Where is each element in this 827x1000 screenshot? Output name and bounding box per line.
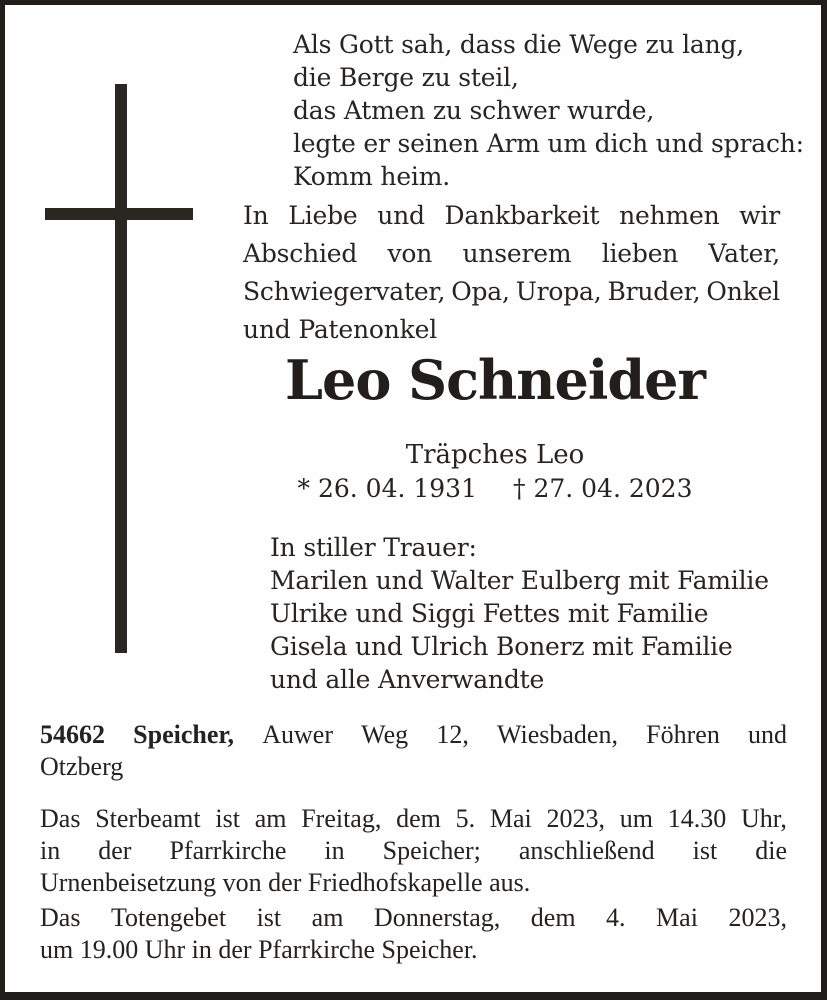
verse-line: Komm heim. — [293, 162, 450, 191]
birth-date: * 26. 04. 1931 — [297, 474, 477, 503]
mourner-line: Marilen und Walter Eulberg mit Familie — [270, 566, 769, 595]
mourner-line: und alle Anverwandte — [270, 665, 545, 694]
address-line: Otzberg — [40, 752, 124, 781]
verse-line: das Atmen zu schwer wurde, — [293, 96, 655, 125]
service-line: in der Pfarrkirche in Speicher; anschließend ist die — [40, 836, 787, 865]
cross-icon — [115, 84, 127, 653]
address-block — [40, 720, 787, 784]
service-line: Das Sterbeamt ist am Freitag, dem 5. Mai 2023, um 14.30 Uhr, — [40, 804, 787, 833]
verse-line: die Berge zu steil, — [293, 63, 519, 92]
service-line: Urnenbeisetzung von der Friedhofskapelle aus. — [40, 868, 531, 897]
verse-line: legte er seinen Arm um dich und sprach: — [293, 129, 804, 158]
intro-line: In Liebe und Dankbarkeit nehmen wir — [243, 201, 780, 230]
mourners-list — [270, 531, 769, 696]
address-line: 54662 Speicher, Auwer Weg 12, Wiesbaden, Föhren und — [40, 720, 787, 749]
intro-line: Schwiegervater, Opa, Uropa, Bruder, Onkel — [243, 277, 780, 306]
service-info — [40, 804, 787, 900]
life-dates — [235, 474, 755, 503]
verse-line: Als Gott sah, dass die Wege zu lang, — [293, 30, 745, 59]
cross-icon-bar — [45, 208, 193, 220]
intro-paragraph — [243, 201, 780, 353]
deceased-name-block — [235, 348, 755, 412]
deceased-name: Leo Schneider — [285, 348, 705, 412]
mourning-heading: In stiller Trauer: — [270, 533, 477, 562]
intro-line: Abschied von unserem lieben Vater, — [243, 239, 780, 268]
mourner-line: Ulrike und Siggi Fettes mit Familie — [270, 599, 709, 628]
deceased-nickname: Träpches Leo — [405, 440, 585, 470]
mourner-line: Gisela und Ulrich Bonerz mit Familie — [270, 632, 733, 661]
memorial-verse — [293, 28, 804, 193]
prayer-line: um 19.00 Uhr in der Pfarrkirche Speicher. — [40, 935, 478, 964]
prayer-info — [40, 903, 787, 967]
death-date: † 27. 04. 2023 — [513, 474, 693, 503]
intro-line: und Patenonkel — [243, 315, 437, 344]
prayer-line: Das Totengebet ist am Donnerstag, dem 4. Mai 2023, — [40, 903, 787, 932]
